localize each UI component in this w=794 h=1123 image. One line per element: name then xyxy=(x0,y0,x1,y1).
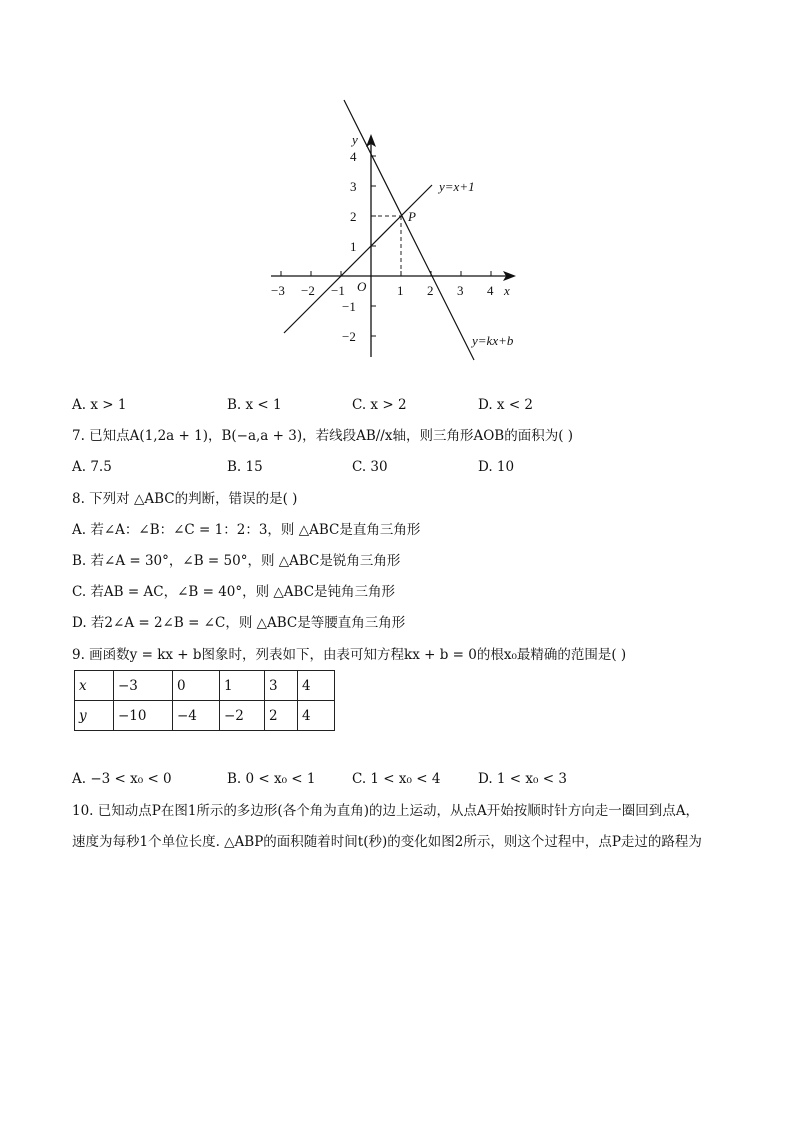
table-cell: 0 xyxy=(173,671,220,701)
q10-stem-line1: 10. 已知动点P在图1所示的多边形(各个角为直角)的边上运动，从点A开始按顺时针方向走一圈回到点A， xyxy=(72,803,699,819)
x-tick-label: −3 xyxy=(271,283,285,298)
q6-option-b: B. x < 1 xyxy=(227,397,282,413)
line2-label: y=kx+b xyxy=(472,333,514,348)
x-tick-label: −2 xyxy=(301,283,315,298)
table-cell: y xyxy=(75,701,114,731)
y-tick-label: −2 xyxy=(342,329,356,344)
table-cell: 4 xyxy=(298,671,335,701)
table-cell: −10 xyxy=(114,701,173,731)
y-axis-label: y xyxy=(352,132,358,147)
table-cell: 2 xyxy=(265,701,298,731)
x-tick-label: 1 xyxy=(397,283,404,298)
q6-option-d: D. x < 2 xyxy=(478,397,534,413)
table-cell: 3 xyxy=(265,671,298,701)
point-p-label: P xyxy=(408,209,416,224)
y-tick-label: 4 xyxy=(350,149,357,164)
table-cell: −4 xyxy=(173,701,220,731)
q8-choice-a: A. 若∠A：∠B：∠C = 1：2：3，则 △ABC是直角三角形 xyxy=(72,522,421,538)
y-tick-label: −1 xyxy=(342,299,356,314)
q8-choice-c: C. 若AB = AC，∠B = 40°，则 △ABC是钝角三角形 xyxy=(72,584,396,600)
q7-option-b: B. 15 xyxy=(227,459,263,475)
table-cell: 1 xyxy=(220,671,265,701)
y-tick-label: 3 xyxy=(350,179,357,194)
origin-label: O xyxy=(357,279,367,294)
line1-label: y=x+1 xyxy=(439,179,475,194)
q10-stem-line2: 速度为每秒1个单位长度. △ABP的面积随着时间t(秒)的变化如图2所示，则这个过程中，点P走过的路程为 xyxy=(72,834,702,850)
x-tick-label: 3 xyxy=(457,283,464,298)
q9-option-c: C. 1 < x₀ < 4 xyxy=(352,771,441,787)
q9-option-d: D. 1 < x₀ < 3 xyxy=(478,771,567,787)
table-row xyxy=(75,701,335,731)
q8-stem: 8. 下列对 △ABC的判断，错误的是( ) xyxy=(72,491,298,507)
q9-value-table xyxy=(74,670,335,731)
x-tick-label: 4 xyxy=(487,283,494,298)
line-y-equals-x-plus-1 xyxy=(284,185,432,333)
table-cell: −2 xyxy=(220,701,265,731)
x-tick-marks xyxy=(281,271,491,276)
x-tick-label: 2 xyxy=(427,283,434,298)
q7-option-a: A. 7.5 xyxy=(72,459,112,475)
coordinate-graph xyxy=(262,92,542,367)
q9-stem: 9. 画函数y = kx + b图象时，列表如下，由表可知方程kx + b = 0的根x₀最精确的范围是( ) xyxy=(72,647,627,663)
q9-option-a: A. −3 < x₀ < 0 xyxy=(72,771,172,787)
table-cell: 4 xyxy=(298,701,335,731)
graph-svg xyxy=(262,92,542,367)
y-tick-label: 2 xyxy=(350,209,357,224)
table-cell: −3 xyxy=(114,671,173,701)
q7-option-c: C. 30 xyxy=(352,459,388,475)
q8-choice-b: B. 若∠A = 30°，∠B = 50°，则 △ABC是锐角三角形 xyxy=(72,553,401,569)
q6-option-c: C. x > 2 xyxy=(352,397,407,413)
q7-option-d: D. 10 xyxy=(478,459,515,475)
q9-option-b: B. 0 < x₀ < 1 xyxy=(227,771,316,787)
x-tick-label: −1 xyxy=(331,283,345,298)
q6-option-a: A. x > 1 xyxy=(72,397,127,413)
line-y-equals-kx-plus-b xyxy=(344,100,474,360)
y-tick-label: 1 xyxy=(350,239,357,254)
q7-stem: 7. 已知点A(1,2a + 1)，B(−a,a + 3)，若线段AB//x轴，则三角形AOB的面积为( ) xyxy=(72,428,574,444)
table-cell: x xyxy=(75,671,114,701)
table-row xyxy=(75,671,335,701)
q8-choice-d: D. 若2∠A = 2∠B = ∠C，则 △ABC是等腰直角三角形 xyxy=(72,615,406,631)
x-axis-label: x xyxy=(504,283,510,298)
